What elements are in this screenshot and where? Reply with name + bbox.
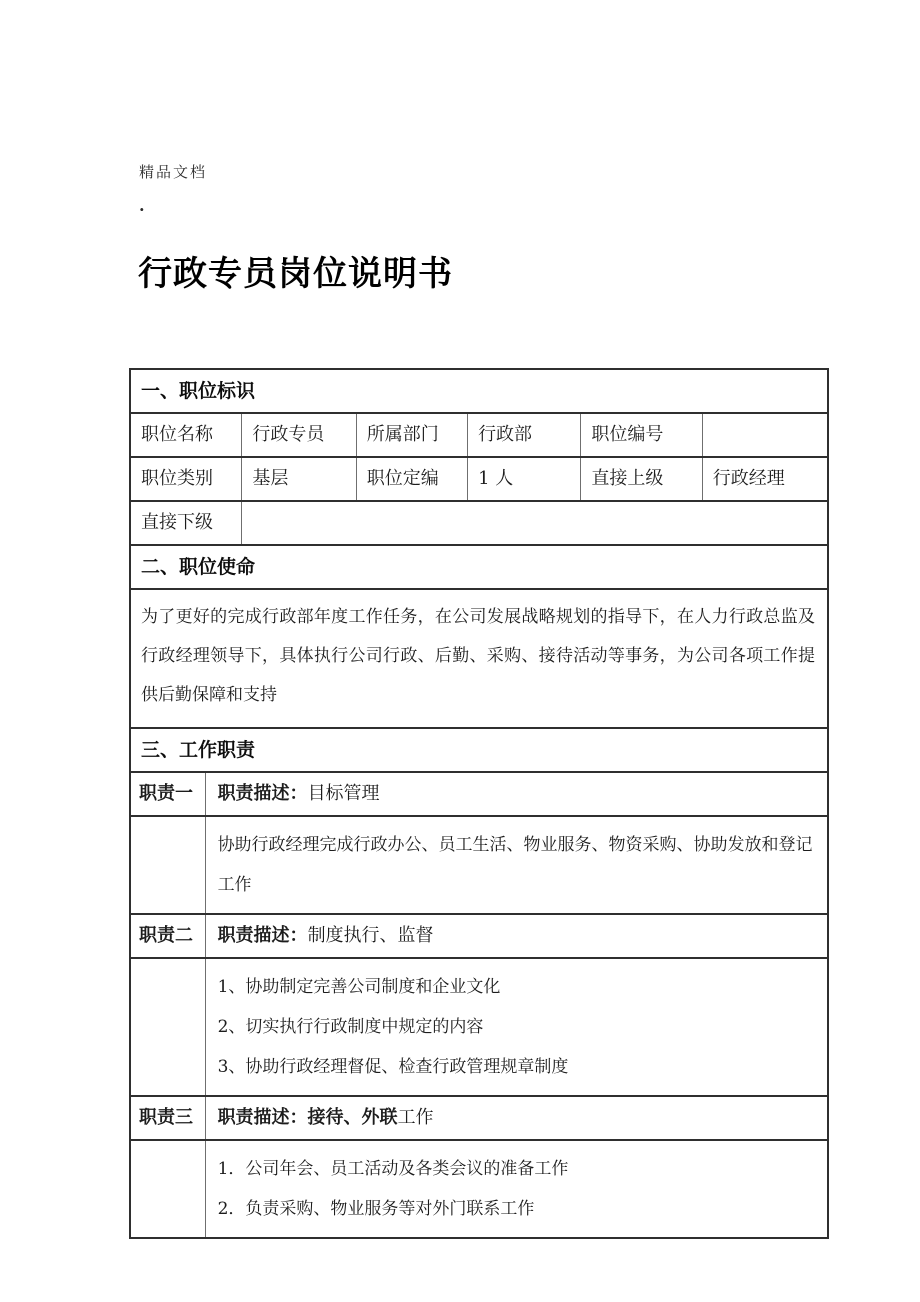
duty-1-empty-cell [131, 817, 205, 913]
position-category-label: 职位类别 [141, 468, 213, 489]
duty-2-detail-item: 2、切实执行行政制度中规定的内容 [217, 1017, 484, 1037]
headcount-value: 1 人 [467, 458, 580, 500]
duty-3-description [205, 1097, 827, 1139]
direct-subordinate-label: 直接下级 [141, 512, 213, 533]
direct-subordinate-value [241, 502, 827, 544]
duty-2-label: 职责二 [139, 925, 193, 946]
department-label: 所属部门 [356, 414, 467, 456]
section-duties-title: 三、工作职责 [141, 739, 256, 761]
position-number-value [702, 414, 827, 456]
document-title: 行政专员岗位说明书 [138, 254, 453, 294]
identity-row-3 [131, 502, 827, 546]
section-mission-title: 二、职位使命 [141, 556, 256, 578]
position-name-value: 行政专员 [241, 414, 355, 456]
section-duties-header-row [131, 729, 827, 773]
duty-1-details [205, 817, 827, 913]
duty-3-empty-cell [131, 1141, 205, 1237]
job-description-table [129, 368, 829, 1239]
stray-dot: . [139, 196, 145, 215]
duty-2-detail-item: 3、协助行政经理督促、检查行政管理规章制度 [217, 1057, 569, 1077]
duty-1-content-row [131, 817, 827, 915]
duty-1-detail-item: 协助行政经理完成行政办公、员工生活、物业服务、物资采购、协助发放和登记工作 [217, 835, 813, 895]
duty-1-desc-bold: 职责描述： [217, 783, 308, 804]
duty-3-content-row [131, 1141, 827, 1239]
duty-3-detail-item: 1．公司年会、员工活动及各类会议的准备工作 [217, 1159, 569, 1179]
duty-2-desc-row [131, 915, 827, 959]
duty-3-details [205, 1141, 827, 1237]
duty-1-label: 职责一 [139, 783, 193, 804]
mission-text: 为了更好的完成行政部年度工作任务，在公司发展战略规划的指导下，在人力行政总监及行政经理领导下，具体执行公司行政、后勤、采购、接待活动等事务，为公司各项工作提供后勤保障和支持 [141, 607, 815, 705]
header-note: 精品文档 [139, 163, 208, 181]
section-identity-title: 一、职位标识 [141, 380, 256, 402]
duty-2-content-row [131, 959, 827, 1097]
section-mission-header-row [131, 546, 827, 590]
duty-3-desc-text: 工作 [397, 1107, 434, 1128]
duty-1-desc-text: 目标管理 [307, 783, 380, 804]
direct-superior-value: 行政经理 [702, 458, 827, 500]
section-identity-header-row [131, 370, 827, 414]
position-name-label: 职位名称 [141, 424, 213, 445]
identity-row-1 [131, 414, 827, 458]
duty-2-details [205, 959, 827, 1095]
department-value: 行政部 [467, 414, 580, 456]
identity-row-2 [131, 458, 827, 502]
duty-2-description [205, 915, 827, 957]
direct-superior-label: 直接上级 [580, 458, 701, 500]
duty-3-label: 职责三 [139, 1107, 193, 1128]
duty-1-description [205, 773, 827, 815]
duty-2-empty-cell [131, 959, 205, 1095]
position-category-value: 基层 [241, 458, 355, 500]
duty-3-detail-item: 2．负责采购、物业服务等对外门联系工作 [217, 1199, 535, 1219]
position-number-label: 职位编号 [580, 414, 701, 456]
duty-3-desc-bold: 职责描述：接待、外联 [217, 1107, 398, 1128]
duty-1-desc-row [131, 773, 827, 817]
duty-2-desc-bold: 职责描述： [217, 925, 308, 946]
headcount-label: 职位定编 [356, 458, 467, 500]
mission-text-row [131, 590, 827, 729]
duty-2-detail-item: 1、协助制定完善公司制度和企业文化 [217, 977, 501, 997]
duty-2-desc-text: 制度执行、监督 [307, 925, 434, 946]
duty-3-desc-row [131, 1097, 827, 1141]
